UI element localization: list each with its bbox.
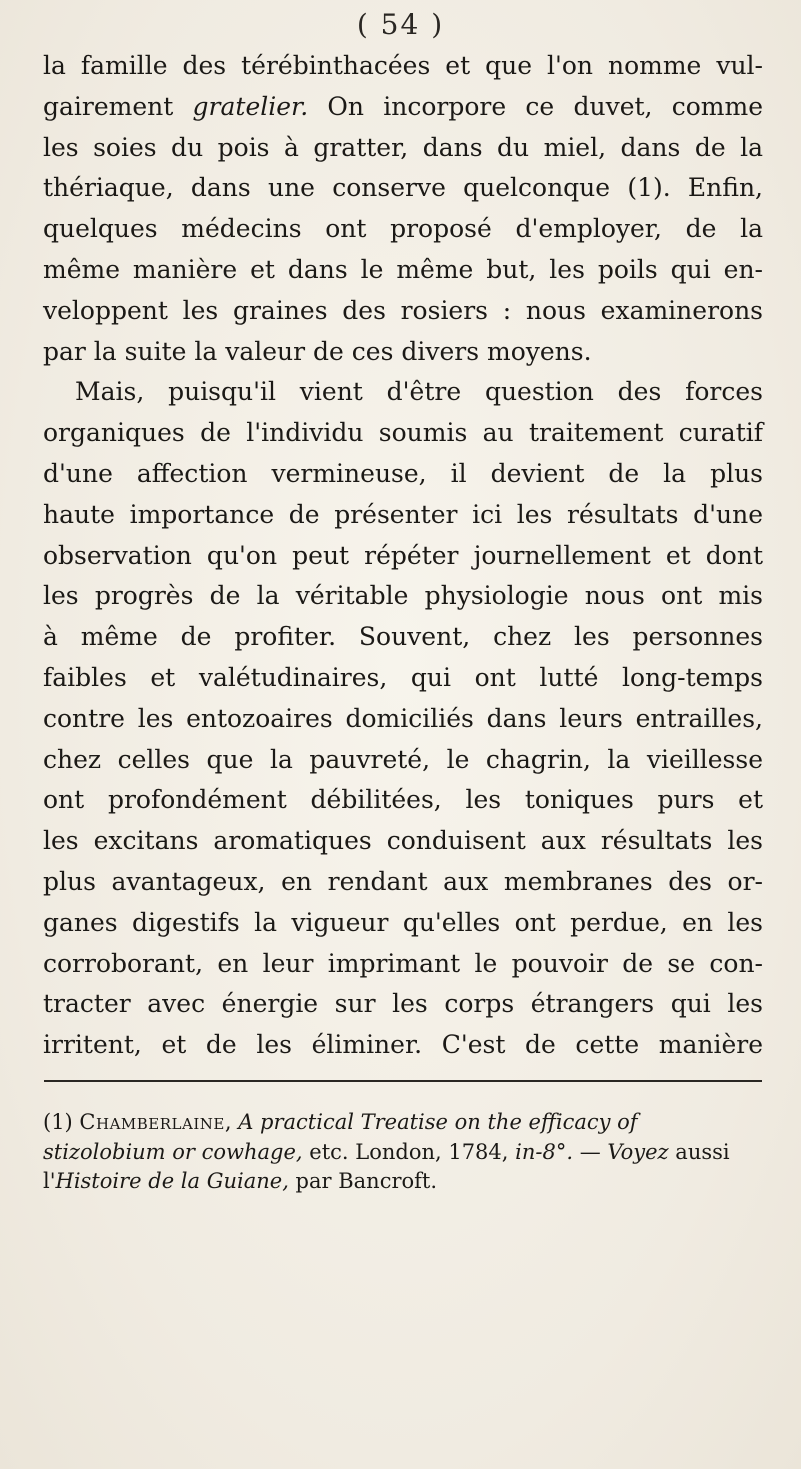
text-fragment: ,: [224, 1110, 239, 1134]
text-line: chez celles que la pauvreté, le chagrin, la vieillesse: [43, 744, 763, 774]
text-line: les excitans aromatiques conduisent aux résultats les: [43, 826, 763, 856]
text-fragment: par Bancroft.: [288, 1169, 438, 1193]
text-line: ont profondément débilitées, les toniques purs et: [43, 785, 763, 815]
text-fragment: etc. London, 1784,: [302, 1139, 516, 1164]
footnote: [43, 1108, 761, 1197]
text-fragment: gairement: [43, 91, 193, 121]
text-line: ganes digestifs la vigueur qu'elles ont perdue, en les: [43, 907, 763, 937]
page-number: ( 54 ): [356, 8, 445, 41]
text-line: les soies du pois à gratter, dans du miel, dans de la: [43, 132, 763, 162]
footnote-format: in-8°.: [515, 1139, 574, 1164]
text-line: irritent, et de les éliminer. C'est de cette manière: [43, 1030, 763, 1060]
text-line: thériaque, dans une conserve quelconque (1). Enfin,: [43, 173, 763, 203]
text-line: haute importance de présenter ici les résultats d'une: [43, 499, 763, 529]
italic-term: gratelier.: [192, 91, 309, 121]
text-line: d'une affection vermineuse, il devient de la plus: [43, 458, 763, 488]
text-line: plus avantageux, en rendant aux membranes des or-: [43, 866, 763, 896]
footnote-separator: [44, 1080, 762, 1082]
text-line: tracter avec énergie sur les corps étrangers qui les: [43, 989, 763, 1019]
text-fragment: —: [573, 1139, 608, 1164]
text-fragment: On incorpore ce duvet, comme: [308, 91, 763, 121]
text-line: organiques de l'individu soumis au traitement curatif: [43, 418, 763, 448]
text-line: même manière et dans le même but, les poils qui en-: [43, 254, 763, 284]
text-line: contre les entozoaires domiciliés dans leurs entrailles,: [43, 703, 763, 733]
text-line: faibles et valétudinaires, qui ont lutté long-temps: [43, 662, 763, 692]
text-line: la famille des térébinthacées et que l'on nomme vul-: [43, 51, 763, 80]
text-line: quelques médecins ont proposé d'employer, de la: [43, 214, 763, 244]
text-line: Mais, puisqu'il vient d'être question des forces: [75, 377, 763, 407]
footnote-work: Histoire de la Guiane,: [55, 1169, 289, 1193]
footnote-marker: (1): [43, 1110, 80, 1134]
main-text: [43, 46, 763, 1066]
footnote-author: Chamberlaine: [79, 1110, 225, 1134]
text-fragment: aussi l': [43, 1139, 730, 1193]
footnote-title: A practical Treatise on the efficacy of stizolobium or cowhage,: [43, 1110, 638, 1164]
text-line: à même de profiter. Souvent, chez les personnes: [43, 622, 763, 652]
text-line: corroborant, en leur imprimant le pouvoir de se con-: [43, 948, 763, 978]
footnote-voyez: Voyez: [607, 1139, 669, 1164]
text-line: observation qu'on peut répéter journellement et dont: [43, 540, 763, 570]
text-line: veloppent les graines des rosiers : nous examinerons: [43, 295, 763, 325]
text-line: [43, 87, 763, 128]
text-line: les progrès de la véritable physiologie nous ont mis: [43, 581, 763, 611]
text-line: par la suite la valeur de ces divers moyens.: [43, 336, 592, 366]
